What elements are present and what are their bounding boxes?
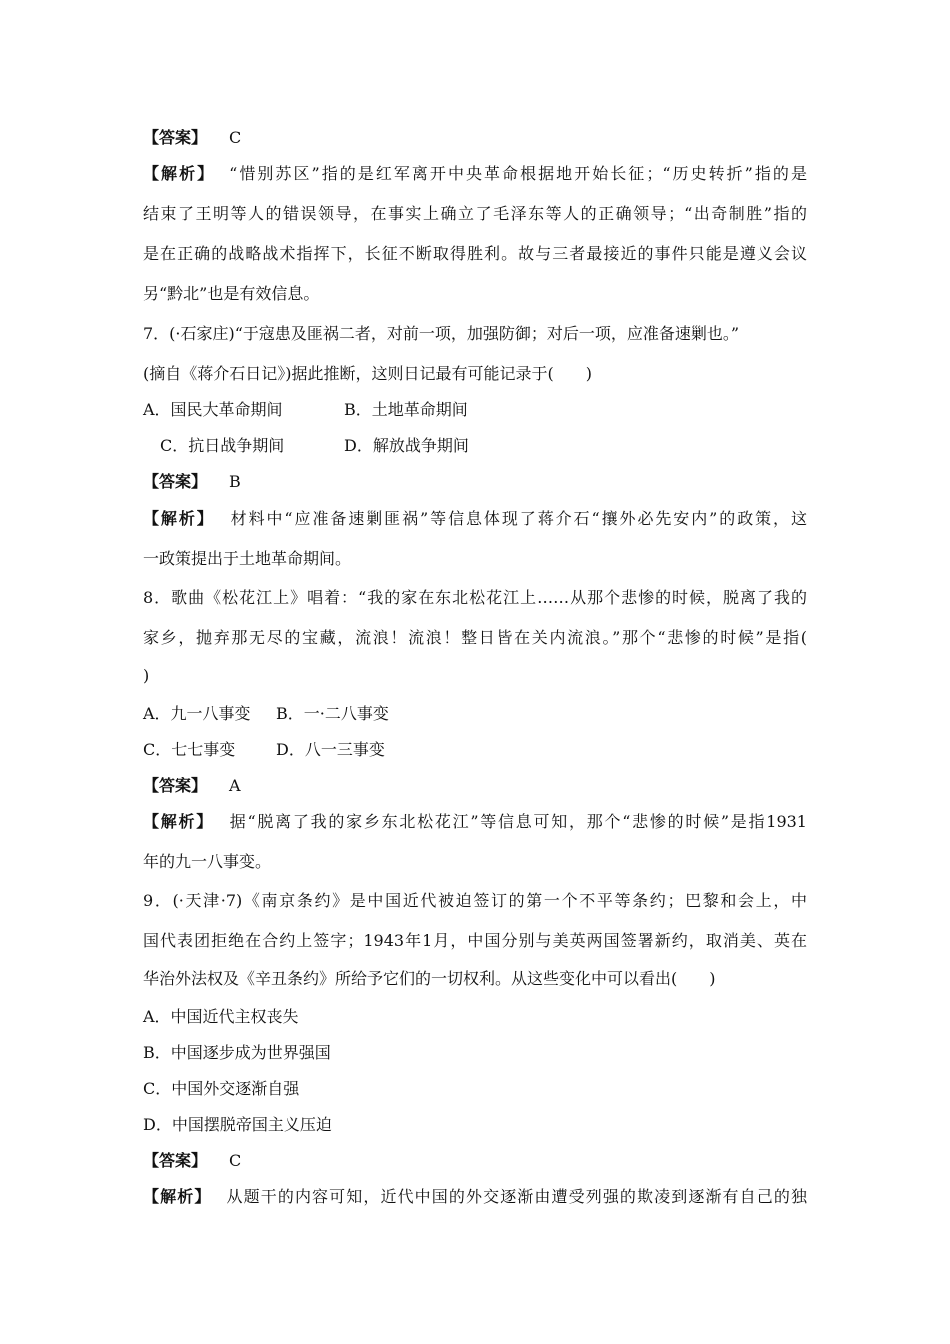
question-text: 8．歌曲《松花江上》唱着：“我的家在东北松花江上……从那个悲惨的时候，脱离了我的: [143, 588, 807, 607]
option-d: D．八一三事变: [276, 740, 385, 759]
question-text: 家乡，抛弃那无尽的宝藏，流浪！流浪！整日皆在关内流浪。”那个“悲惨的时候”是指(: [143, 628, 807, 647]
question-text: (摘自《蒋介石日记》)据此推断，这则日记最有可能记录于( ): [143, 364, 592, 383]
question-text: 9．(·天津·7)《南京条约》是中国近代被迫签订的第一个不平等条约；巴黎和会上，中: [143, 891, 807, 910]
option-a: A．国民大革命期间: [143, 400, 283, 419]
analysis-label: 【解析】: [143, 509, 215, 528]
option-a: A．九一八事变: [143, 704, 251, 723]
answer-value: A: [229, 776, 241, 795]
option-c: C．七七事变: [143, 740, 236, 759]
option-c: C．中国外交逐渐自强: [143, 1079, 300, 1098]
analysis-line: [143, 812, 807, 832]
answer-line: [143, 776, 241, 796]
analysis-label: 【解析】: [143, 812, 214, 831]
option-b: B．土地革命期间: [344, 400, 468, 419]
question-text: 7．(·石家庄)“于寇患及匪祸二者，对前一项，加强防御；对后一项，应准备速剿也。”: [143, 324, 740, 343]
analysis-text: 另“黔北”也是有效信息。: [143, 284, 320, 303]
analysis-text: 据“脱离了我的家乡东北松花江”等信息可知，那个“悲惨的时候”是指1931: [227, 812, 807, 831]
analysis-line: [143, 164, 807, 184]
answer-value: B: [229, 472, 241, 491]
answer-line: [143, 1151, 241, 1171]
question-text: ): [143, 666, 150, 685]
option-c: C．抗日战争期间: [160, 436, 285, 455]
question-text: 国代表团拒绝在合约上签字；1943年1月，中国分别与美英两国签署新约，取消美、英在: [143, 931, 807, 950]
answer-label: 【答案】: [143, 472, 208, 491]
question-text: 华治外法权及《辛丑条约》所给予它们的一切权利。从这些变化中可以看出( ): [143, 969, 716, 988]
option-d: D．中国摆脱帝国主义压迫: [143, 1115, 332, 1134]
analysis-text: 材料中“应准备速剿匪祸”等信息体现了蒋介石“攘外必先安内”的政策，这: [228, 509, 807, 528]
analysis-text: 一政策提出于土地革命期间。: [143, 549, 352, 568]
option-d: D．解放战争期间: [344, 436, 469, 455]
analysis-text: 结束了王明等人的错误领导，在事实上确立了毛泽东等人的正确领导；“出奇制胜”指的: [143, 204, 807, 223]
option-b: B．一·二八事变: [276, 704, 389, 723]
option-b: B．中国逐步成为世界强国: [143, 1043, 331, 1062]
answer-label: 【答案】: [143, 128, 208, 147]
analysis-line: [143, 509, 807, 529]
answer-value: C: [229, 1151, 242, 1170]
analysis-text: “惜别苏区”指的是红军离开中央革命根据地开始长征；“历史转折”指的是: [229, 164, 807, 183]
answer-line: [143, 472, 241, 492]
analysis-label: 【解析】: [143, 1187, 212, 1206]
analysis-line: [143, 1187, 807, 1207]
answer-value: C: [229, 128, 242, 147]
answer-line: [143, 128, 241, 148]
answer-label: 【答案】: [143, 776, 208, 795]
option-a: A．中国近代主权丧失: [143, 1007, 299, 1026]
analysis-text: 年的九一八事变。: [143, 852, 272, 871]
analysis-label: 【解析】: [143, 164, 216, 183]
analysis-text: 是在正确的战略战术指挥下，长征不断取得胜利。故与三者最接近的事件只能是遵义会议: [143, 244, 807, 263]
answer-label: 【答案】: [143, 1151, 208, 1170]
analysis-text: 从题干的内容可知，近代中国的外交逐渐由遭受列强的欺凌到逐渐有自己的独: [225, 1187, 807, 1206]
